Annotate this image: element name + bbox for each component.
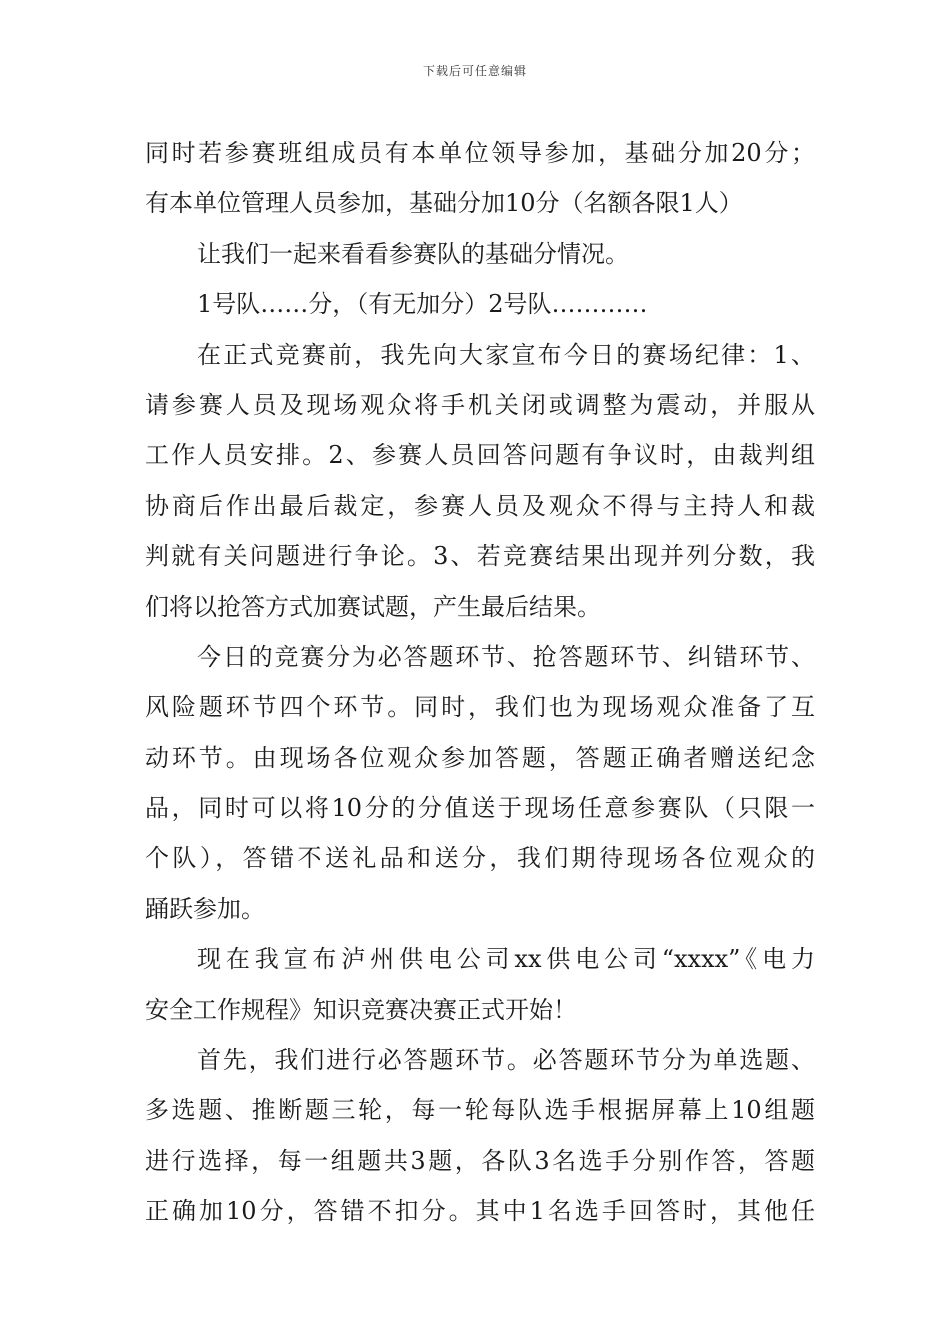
text-line: 协商后作出最后裁定，参赛人员及观众不得与主持人和裁: [145, 491, 815, 520]
text-line: 今日的竞赛分为必答题环节、抢答题环节、纠错环节、: [197, 642, 815, 671]
page-header: 下载后可任意编辑: [422, 64, 527, 78]
text-line: 同时若参赛班组成员有本单位领导参加，基础分加20分；: [145, 139, 815, 167]
text-line: 首先，我们进行必答题环节。必答题环节分为单选题、: [197, 1046, 815, 1075]
text-line: 工作人员安排。2、参赛人员回答问题有争议时，由裁判组: [145, 441, 815, 470]
text-line: 安全工作规程》知识竞赛决赛正式开始！: [145, 995, 577, 1024]
text-line: 们将以抢答方式加赛试题，产生最后结果。: [145, 592, 601, 621]
text-line: 有本单位管理人员参加，基础分加10分（名额各限1人）: [145, 189, 743, 218]
text-line: 现在我宣布泸州供电公司xx供电公司“xxxx”《电力: [197, 945, 815, 974]
text-line: 判就有关问题进行争论。3、若竞赛结果出现并列分数，我: [145, 542, 815, 571]
text-line: 请参赛人员及现场观众将手机关闭或调整为震动，并服从: [145, 390, 815, 419]
text-line: 个队），答错不送礼品和送分，我们期待现场各位观众的: [145, 844, 815, 873]
text-line: 进行选择，每一组题共3题，各队3名选手分别作答，答题: [145, 1146, 815, 1175]
text-line: 品，同时可以将10分的分值送于现场任意参赛队（只限一: [145, 794, 815, 823]
text-line: 风险题环节四个环节。同时，我们也为现场观众准备了互: [145, 693, 815, 722]
document-body: [145, 128, 815, 1237]
text-line: 正确加10分，答错不扣分。其中1名选手回答时，其他任: [145, 1197, 815, 1226]
text-line: 动环节。由现场各位观众参加答题，答题正确者赠送纪念: [145, 743, 815, 772]
text-line: 让我们一起来看看参赛队的基础分情况。: [197, 239, 629, 268]
text-line: 在正式竞赛前，我先向大家宣布今日的赛场纪律：1、: [197, 340, 815, 369]
text-line: 多选题、推断题三轮，每一轮每队选手根据屏幕上10组题: [145, 1096, 815, 1125]
text-line: 1号队……分，（有无加分）2号队…………: [197, 290, 648, 319]
text-line: 踊跃参加。: [145, 894, 265, 923]
